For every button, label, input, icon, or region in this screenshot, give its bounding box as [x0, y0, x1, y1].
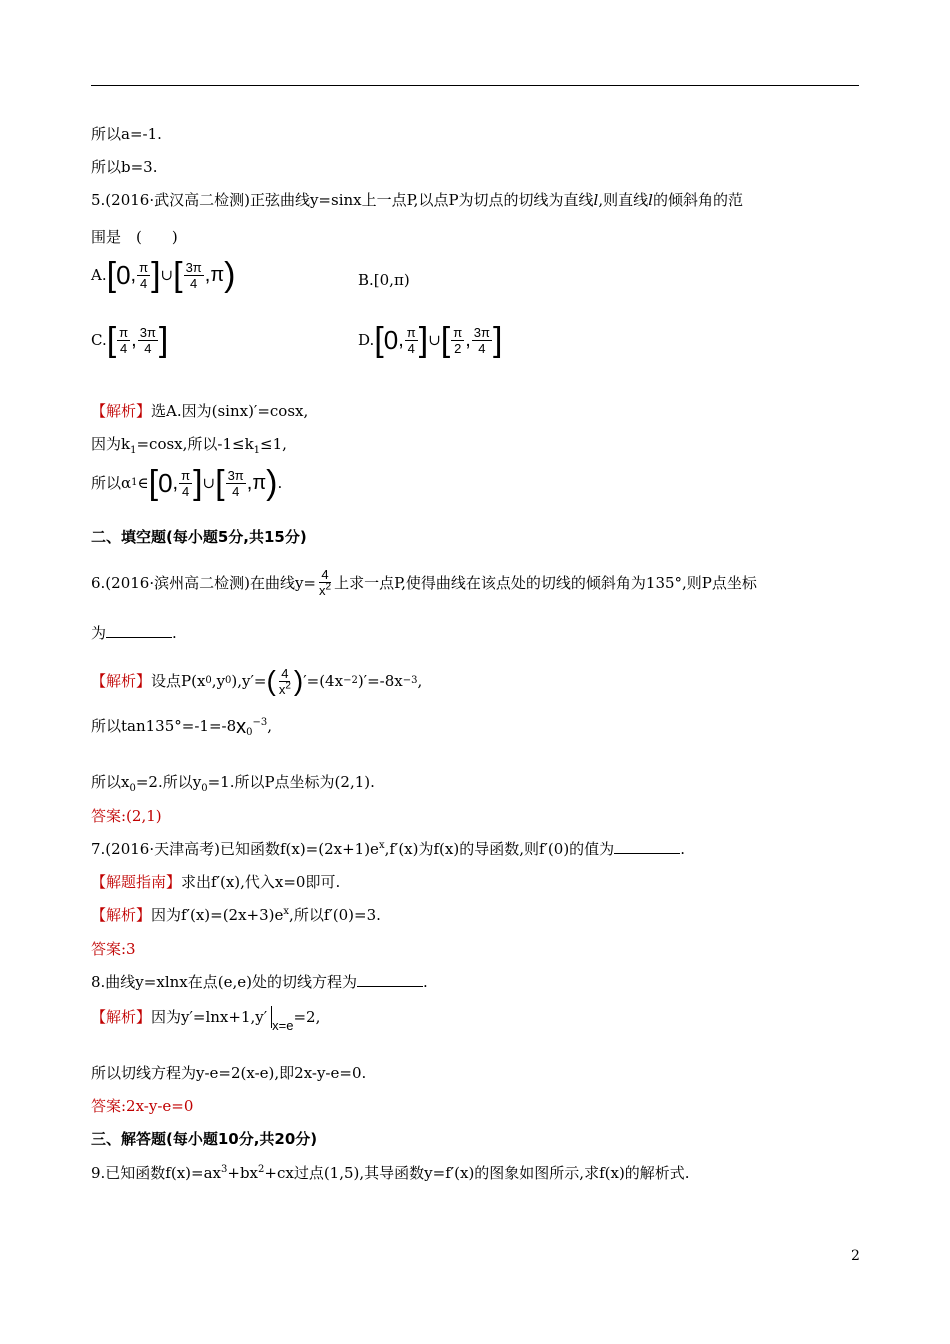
question-6-cont: 为 .	[91, 624, 177, 642]
solution-6-line2: 所以$\tan 135^\circ=-1=-8x_0^{-3}$,	[91, 716, 273, 738]
header-rule	[91, 85, 859, 86]
line-a: 所以a=-1.	[91, 125, 162, 143]
solution-6-line3: 所以$x_0=2$.所以$y_0=1$.所以P点坐标为(2,1).	[91, 773, 375, 794]
answer-blank	[357, 972, 423, 987]
solution-5-line2: 因为$k_1=\cos x$,所以$-1\le k_1\le 1$,	[91, 435, 287, 456]
question-5: 5.(2016·武汉高二检测)正弦曲线y=sinx上一点P,以点P为切点的切线为直线l,则直线l的倾斜角的范	[91, 191, 743, 209]
answer-6: 答案:(2,1)	[91, 807, 162, 825]
solution-8-line1: 【解析】 因为y′=lnx+1,y′ x=e =2,	[91, 1008, 321, 1033]
solution-5-line3: 所以α 1 ∈ [ 0 , $\frac{\pi}{4}$ ] ∪ [ $\frac{3\pi}{4}$ , π ) .	[91, 464, 283, 502]
question-7: 7.(2016·天津高考)已知函数$f(x)=(2x+1)e^x,f'(x)$为f(x)的导函数,则f′(0)的值为 .	[91, 840, 685, 858]
answer-8: 答案:2x-y-e=0	[91, 1097, 194, 1115]
question-8: 8.曲线y=xlnx在点(e,e)处的切线方程为 .	[91, 973, 428, 991]
option-a: A. [ 0 , $\frac{\pi}{4}$ ] ∪ [ $\frac{3\pi}{4}$ , π )	[91, 256, 236, 294]
option-d: D. [ 0 , $\frac{\pi}{4}$ ] ∪ [ $\frac{\pi}{2}$ , $\frac{3\pi}{4}$ ]	[358, 321, 503, 359]
solution-6-line1: 【解析】 设点P(x 0 ,y 0 ),y′= ( $\frac{4}{x^2}$ ) ′=(4x −2 )′=-8x −3 ,	[91, 665, 423, 697]
answer-blank	[614, 839, 680, 854]
answer-7: 答案:3	[91, 940, 136, 958]
solution-8-line2: 所以切线方程为y-e=2(x-e),即2x-y-e=0.	[91, 1064, 367, 1082]
question-9: 9.已知函数$f(x)=ax^3+bx^2+cx$过点(1,5),其导函数y=f′(x)的图象如图所示,求f(x)的解析式.	[91, 1164, 690, 1182]
solution-7: 【解析】因为$f'(x)=(2x+3)e^x$,所以f′(0)=3.	[91, 906, 381, 924]
hint-7: 【解题指南】求出f′(x),代入x=0即可.	[91, 873, 341, 891]
page-number: 2	[851, 1248, 860, 1264]
option-b: B.[0,π)	[358, 271, 410, 289]
answer-blank	[106, 623, 172, 638]
section-2-heading: 二、填空题(每小题5分,共15分)	[91, 528, 307, 546]
option-c: C. [ $\frac{\pi}{4}$ , $\frac{3\pi}{4}$ ]	[91, 321, 169, 359]
solution-5-line1: 【解析】选A.因为(sinx)′=cosx,	[91, 402, 309, 420]
question-5-cont: 围是 ( )	[91, 228, 178, 246]
question-6: 6.(2016·滨州高二检测)在曲线y= $\frac{4}{x^2}$ 上求一点P,使得曲线在该点处的切线的倾斜角为135°,则P点坐标	[91, 567, 757, 598]
section-3-heading: 三、解答题(每小题10分,共20分)	[91, 1130, 318, 1148]
line-b: 所以b=3.	[91, 158, 158, 176]
